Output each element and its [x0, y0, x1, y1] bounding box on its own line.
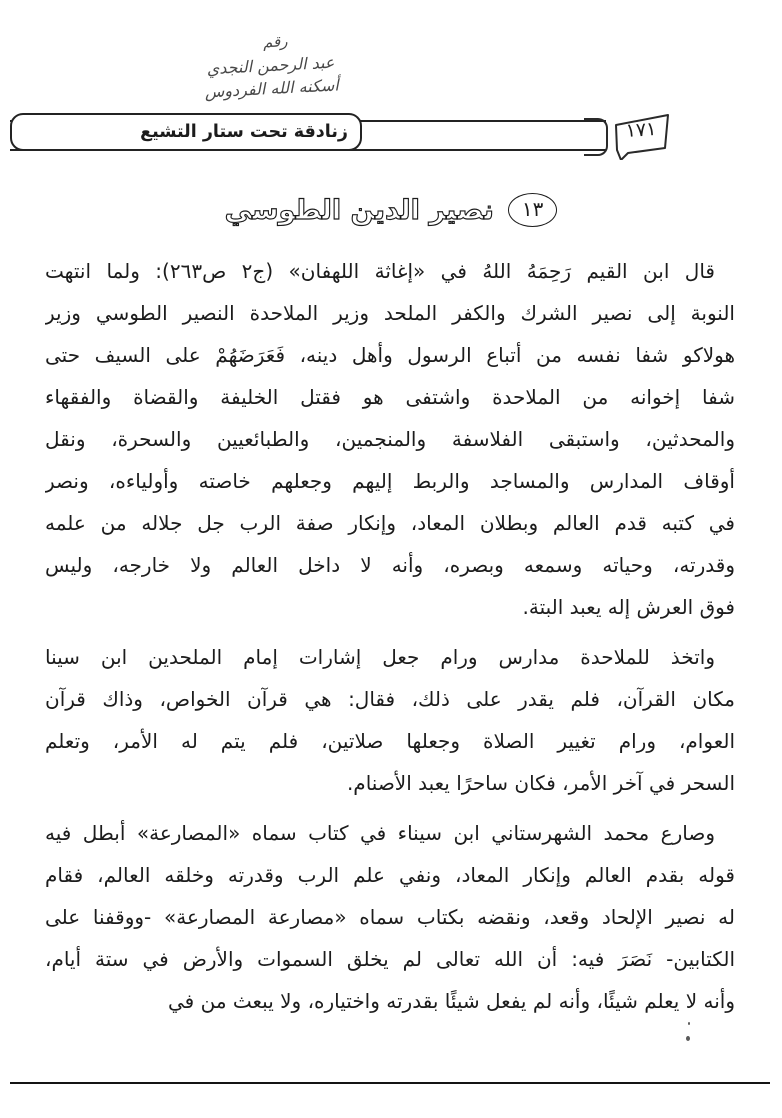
body-text: [45, 250, 735, 1030]
body-line: الكتابين- نَصَرَ فيه: أن الله تعالى لم يخلق السموات والأرض في ستة أيام،: [45, 947, 735, 971]
body-line: العوام، ورام تغيير الصلاة وجعلها صلاتين، فلم يتم له الأمر، وتعلم: [45, 729, 735, 753]
running-title-box: [10, 113, 362, 151]
scan-artifact: [686, 1022, 692, 1044]
handwritten-inscription: [176, 27, 364, 105]
paragraph: [45, 636, 735, 804]
page-header: [8, 112, 692, 160]
paragraph: [45, 250, 735, 628]
paragraph: [45, 812, 735, 1022]
body-line: في كتبه قدم العالم وبطلان المعاد، وإنكار صفة الرب جل جلاله من علمه: [45, 511, 735, 535]
body-line: له نصير الإلحاد وقعد، ونقضه بكتاب سماه «مصارعة المصارعة» -ووقفنا على: [45, 905, 735, 929]
inscription-line: رقم: [262, 32, 288, 52]
body-line: وأنه لا يعلم شيئًا، وأنه لم يفعل شيئًا بقدرته واختياره، ولا يبعث من في: [168, 989, 735, 1013]
inscription-line: عبد الرحمن النجدي: [206, 52, 335, 79]
body-line: النوبة إلى نصير الشرك والكفر الملحد وزير الملاحدة النصير الطوسي وزير: [45, 301, 735, 325]
body-line: السحر في آخر الأمر، فكان ساحرًا يعبد الأصنام.: [346, 771, 735, 795]
body-line: قوله بقدم العالم وإنكار المعاد، ونفي علم الرب وقدرته وخلقه العالم، فقام: [45, 863, 735, 887]
body-line: شفا إخوانه من الملاحدة واشتفى هو فقتل الخليفة والقضاة والفقهاء: [45, 385, 735, 409]
page-number: ١٧١: [624, 117, 658, 143]
body-line: هولاكو شفا نفسه من أتباع الرسول وأهل دينه، فَعَرَضَهُمْ على السيف حتى: [45, 343, 735, 367]
body-line: وصارع محمد الشهرستاني ابن سيناء في كتاب سماه «المصارعة» أبطل فيه: [45, 821, 715, 845]
body-line: والمحدثين، واستبقى الفلاسفة والمنجمين، والطبائعيين والسحرة، ونقل: [45, 427, 735, 451]
footer-rule: [10, 1082, 770, 1084]
body-line: وقدرته، وحياته وسمعه وبصره، وأنه لا داخل العالم ولا خارجه، وليس: [45, 553, 735, 577]
chapter-heading: [0, 193, 782, 227]
inscription-line: أسكنه الله الفردوس: [204, 75, 340, 102]
body-line: أوقاف المدارس والمساجد والربط إليهم وجعلهم خاصته وأولياءه، ونصر: [45, 469, 735, 493]
body-line: مكان القرآن، فلم يقدر على ذلك، فقال: هي قرآن الخواص، وذاك قرآن: [45, 687, 735, 711]
chapter-title: نصير الدين الطوسي: [224, 194, 494, 226]
body-line: واتخذ للملاحدة مدارس ورام جعل إشارات إمام الملحدين ابن سينا: [45, 645, 715, 669]
chapter-number-oval: ١٣: [508, 193, 557, 227]
running-title: زنادقة تحت ستار التشيع: [140, 122, 348, 142]
page-number-tag: [608, 112, 674, 160]
body-line: فوق العرش إله يعبد البتة.: [522, 595, 735, 619]
body-line: قال ابن القيم رَحِمَهُ اللهُ في «إغاثة اللهفان» (ج٢ ص٢٦٣): ولما انتهت: [45, 259, 715, 283]
page-number-bracket: [584, 118, 608, 156]
